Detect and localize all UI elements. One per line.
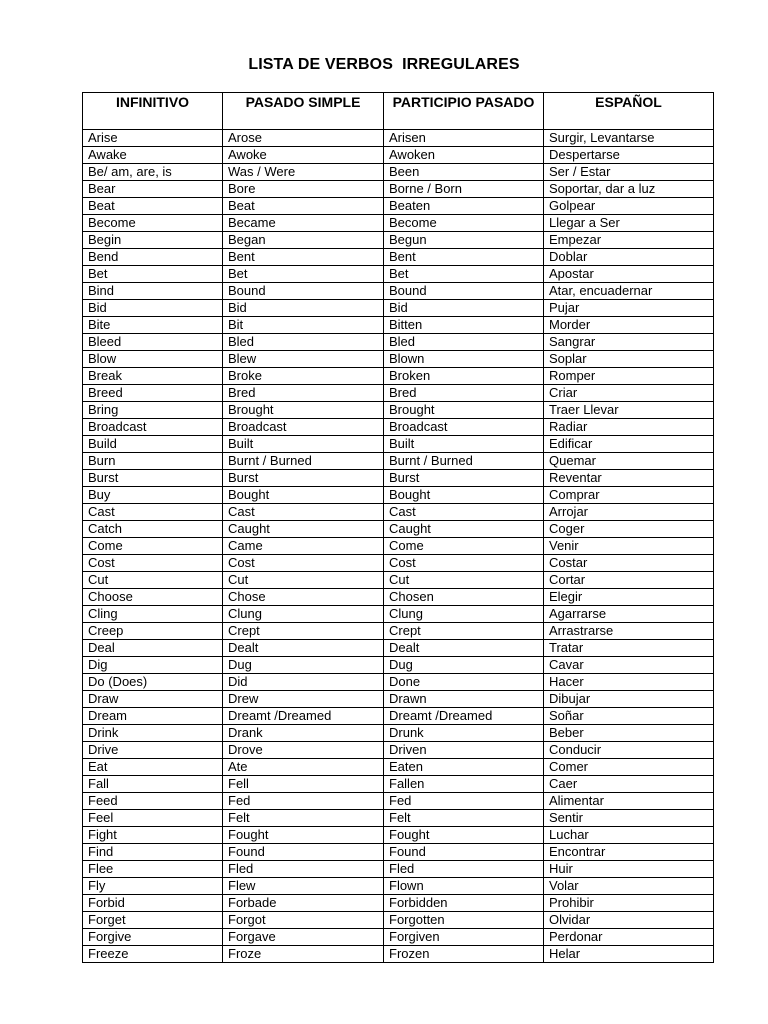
espanol-cell: Volar bbox=[544, 878, 714, 895]
espanol-cell: Quemar bbox=[544, 453, 714, 470]
table-row bbox=[83, 487, 714, 504]
table-row bbox=[83, 351, 714, 368]
pasado-simple-cell: Fell bbox=[223, 776, 384, 793]
table-row bbox=[83, 538, 714, 555]
infinitivo-cell: Bend bbox=[83, 249, 223, 266]
infinitivo-cell: Forbid bbox=[83, 895, 223, 912]
participio-pasado-cell: Bled bbox=[384, 334, 544, 351]
participio-pasado-cell: Bet bbox=[384, 266, 544, 283]
table-row bbox=[83, 198, 714, 215]
espanol-cell: Costar bbox=[544, 555, 714, 572]
pasado-simple-cell: Flew bbox=[223, 878, 384, 895]
pasado-simple-cell: Bent bbox=[223, 249, 384, 266]
espanol-cell: Agarrarse bbox=[544, 606, 714, 623]
infinitivo-cell: Drive bbox=[83, 742, 223, 759]
participio-pasado-cell: Caught bbox=[384, 521, 544, 538]
table-row bbox=[83, 385, 714, 402]
infinitivo-cell: Forgive bbox=[83, 929, 223, 946]
infinitivo-cell: Blow bbox=[83, 351, 223, 368]
table-row bbox=[83, 657, 714, 674]
table-row bbox=[83, 300, 714, 317]
header-participio-pasado: PARTICIPIO PASADO bbox=[384, 93, 544, 130]
participio-pasado-cell: Bought bbox=[384, 487, 544, 504]
infinitivo-cell: Do (Does) bbox=[83, 674, 223, 691]
table-row bbox=[83, 742, 714, 759]
pasado-simple-cell: Forbade bbox=[223, 895, 384, 912]
table-row bbox=[83, 147, 714, 164]
infinitivo-cell: Bring bbox=[83, 402, 223, 419]
pasado-simple-cell: Felt bbox=[223, 810, 384, 827]
table-row bbox=[83, 708, 714, 725]
infinitivo-cell: Feel bbox=[83, 810, 223, 827]
participio-pasado-cell: Built bbox=[384, 436, 544, 453]
table-row bbox=[83, 827, 714, 844]
espanol-cell: Reventar bbox=[544, 470, 714, 487]
document-title: LISTA DE VERBOS IRREGULARES bbox=[248, 56, 520, 73]
table-body bbox=[83, 130, 714, 963]
pasado-simple-cell: Began bbox=[223, 232, 384, 249]
pasado-simple-cell: Froze bbox=[223, 946, 384, 963]
pasado-simple-cell: Dealt bbox=[223, 640, 384, 657]
espanol-cell: Llegar a Ser bbox=[544, 215, 714, 232]
espanol-cell: Atar, encuadernar bbox=[544, 283, 714, 300]
infinitivo-cell: Cast bbox=[83, 504, 223, 521]
infinitivo-cell: Build bbox=[83, 436, 223, 453]
infinitivo-cell: Creep bbox=[83, 623, 223, 640]
espanol-cell: Ser / Estar bbox=[544, 164, 714, 181]
table-row bbox=[83, 878, 714, 895]
espanol-cell: Luchar bbox=[544, 827, 714, 844]
infinitivo-cell: Bind bbox=[83, 283, 223, 300]
table-row bbox=[83, 759, 714, 776]
table-row bbox=[83, 181, 714, 198]
pasado-simple-cell: Became bbox=[223, 215, 384, 232]
table-row bbox=[83, 504, 714, 521]
espanol-cell: Comer bbox=[544, 759, 714, 776]
pasado-simple-cell: Ate bbox=[223, 759, 384, 776]
participio-pasado-cell: Driven bbox=[384, 742, 544, 759]
infinitivo-cell: Drink bbox=[83, 725, 223, 742]
table-row bbox=[83, 521, 714, 538]
header-espanol: ESPAÑOL bbox=[544, 93, 714, 130]
espanol-cell: Coger bbox=[544, 521, 714, 538]
table-row bbox=[83, 572, 714, 589]
participio-pasado-cell: Borne / Born bbox=[384, 181, 544, 198]
table-row bbox=[83, 725, 714, 742]
espanol-cell: Alimentar bbox=[544, 793, 714, 810]
infinitivo-cell: Fight bbox=[83, 827, 223, 844]
participio-pasado-cell: Clung bbox=[384, 606, 544, 623]
pasado-simple-cell: Bred bbox=[223, 385, 384, 402]
table-row bbox=[83, 691, 714, 708]
participio-pasado-cell: Bound bbox=[384, 283, 544, 300]
participio-pasado-cell: Frozen bbox=[384, 946, 544, 963]
pasado-simple-cell: Bet bbox=[223, 266, 384, 283]
participio-pasado-cell: Drunk bbox=[384, 725, 544, 742]
espanol-cell: Caer bbox=[544, 776, 714, 793]
pasado-simple-cell: Chose bbox=[223, 589, 384, 606]
espanol-cell: Tratar bbox=[544, 640, 714, 657]
espanol-cell: Encontrar bbox=[544, 844, 714, 861]
infinitivo-cell: Deal bbox=[83, 640, 223, 657]
infinitivo-cell: Beat bbox=[83, 198, 223, 215]
infinitivo-cell: Broadcast bbox=[83, 419, 223, 436]
participio-pasado-cell: Bred bbox=[384, 385, 544, 402]
pasado-simple-cell: Drew bbox=[223, 691, 384, 708]
table-row bbox=[83, 606, 714, 623]
participio-pasado-cell: Dealt bbox=[384, 640, 544, 657]
table-row bbox=[83, 640, 714, 657]
espanol-cell: Olvidar bbox=[544, 912, 714, 929]
header-infinitivo: INFINITIVO bbox=[83, 93, 223, 130]
participio-pasado-cell: Cut bbox=[384, 572, 544, 589]
espanol-cell: Golpear bbox=[544, 198, 714, 215]
infinitivo-cell: Choose bbox=[83, 589, 223, 606]
pasado-simple-cell: Bore bbox=[223, 181, 384, 198]
participio-pasado-cell: Fled bbox=[384, 861, 544, 878]
participio-pasado-cell: Burnt / Burned bbox=[384, 453, 544, 470]
header-pasado-simple: PASADO SIMPLE bbox=[223, 93, 384, 130]
infinitivo-cell: Catch bbox=[83, 521, 223, 538]
pasado-simple-cell: Bit bbox=[223, 317, 384, 334]
espanol-cell: Despertarse bbox=[544, 147, 714, 164]
participio-pasado-cell: Forgotten bbox=[384, 912, 544, 929]
participio-pasado-cell: Cost bbox=[384, 555, 544, 572]
participio-pasado-cell: Broadcast bbox=[384, 419, 544, 436]
espanol-cell: Empezar bbox=[544, 232, 714, 249]
espanol-cell: Arrojar bbox=[544, 504, 714, 521]
table-row bbox=[83, 470, 714, 487]
participio-pasado-cell: Chosen bbox=[384, 589, 544, 606]
pasado-simple-cell: Fought bbox=[223, 827, 384, 844]
espanol-cell: Comprar bbox=[544, 487, 714, 504]
pasado-simple-cell: Bled bbox=[223, 334, 384, 351]
espanol-cell: Soplar bbox=[544, 351, 714, 368]
pasado-simple-cell: Burst bbox=[223, 470, 384, 487]
table-row bbox=[83, 266, 714, 283]
pasado-simple-cell: Fled bbox=[223, 861, 384, 878]
infinitivo-cell: Forget bbox=[83, 912, 223, 929]
pasado-simple-cell: Drove bbox=[223, 742, 384, 759]
pasado-simple-cell: Bid bbox=[223, 300, 384, 317]
table-header-row bbox=[83, 93, 714, 130]
infinitivo-cell: Break bbox=[83, 368, 223, 385]
infinitivo-cell: Bear bbox=[83, 181, 223, 198]
participio-pasado-cell: Come bbox=[384, 538, 544, 555]
infinitivo-cell: Cut bbox=[83, 572, 223, 589]
participio-pasado-cell: Found bbox=[384, 844, 544, 861]
participio-pasado-cell: Become bbox=[384, 215, 544, 232]
participio-pasado-cell: Burst bbox=[384, 470, 544, 487]
infinitivo-cell: Find bbox=[83, 844, 223, 861]
infinitivo-cell: Cost bbox=[83, 555, 223, 572]
espanol-cell: Surgir, Levantarse bbox=[544, 130, 714, 147]
infinitivo-cell: Burn bbox=[83, 453, 223, 470]
pasado-simple-cell: Arose bbox=[223, 130, 384, 147]
infinitivo-cell: Be/ am, are, is bbox=[83, 164, 223, 181]
pasado-simple-cell: Brought bbox=[223, 402, 384, 419]
table-row bbox=[83, 164, 714, 181]
infinitivo-cell: Draw bbox=[83, 691, 223, 708]
infinitivo-cell: Bet bbox=[83, 266, 223, 283]
pasado-simple-cell: Forgave bbox=[223, 929, 384, 946]
espanol-cell: Dibujar bbox=[544, 691, 714, 708]
infinitivo-cell: Breed bbox=[83, 385, 223, 402]
pasado-simple-cell: Was / Were bbox=[223, 164, 384, 181]
infinitivo-cell: Burst bbox=[83, 470, 223, 487]
table-row bbox=[83, 453, 714, 470]
table-row bbox=[83, 912, 714, 929]
table-row bbox=[83, 283, 714, 300]
pasado-simple-cell: Dreamt /Dreamed bbox=[223, 708, 384, 725]
table-row bbox=[83, 232, 714, 249]
table-row bbox=[83, 555, 714, 572]
participio-pasado-cell: Flown bbox=[384, 878, 544, 895]
participio-pasado-cell: Cast bbox=[384, 504, 544, 521]
infinitivo-cell: Freeze bbox=[83, 946, 223, 963]
infinitivo-cell: Fall bbox=[83, 776, 223, 793]
pasado-simple-cell: Clung bbox=[223, 606, 384, 623]
infinitivo-cell: Eat bbox=[83, 759, 223, 776]
participio-pasado-cell: Fought bbox=[384, 827, 544, 844]
espanol-cell: Edificar bbox=[544, 436, 714, 453]
table-row bbox=[83, 368, 714, 385]
pasado-simple-cell: Came bbox=[223, 538, 384, 555]
table-row bbox=[83, 317, 714, 334]
espanol-cell: Cavar bbox=[544, 657, 714, 674]
pasado-simple-cell: Broke bbox=[223, 368, 384, 385]
table-row bbox=[83, 776, 714, 793]
espanol-cell: Morder bbox=[544, 317, 714, 334]
pasado-simple-cell: Beat bbox=[223, 198, 384, 215]
table-row bbox=[83, 419, 714, 436]
infinitivo-cell: Fly bbox=[83, 878, 223, 895]
table-row bbox=[83, 895, 714, 912]
pasado-simple-cell: Found bbox=[223, 844, 384, 861]
espanol-cell: Traer Llevar bbox=[544, 402, 714, 419]
pasado-simple-cell: Cut bbox=[223, 572, 384, 589]
pasado-simple-cell: Awoke bbox=[223, 147, 384, 164]
table-row bbox=[83, 623, 714, 640]
espanol-cell: Sentir bbox=[544, 810, 714, 827]
participio-pasado-cell: Crept bbox=[384, 623, 544, 640]
infinitivo-cell: Bite bbox=[83, 317, 223, 334]
participio-pasado-cell: Bid bbox=[384, 300, 544, 317]
pasado-simple-cell: Crept bbox=[223, 623, 384, 640]
espanol-cell: Sangrar bbox=[544, 334, 714, 351]
infinitivo-cell: Dream bbox=[83, 708, 223, 725]
espanol-cell: Helar bbox=[544, 946, 714, 963]
pasado-simple-cell: Dug bbox=[223, 657, 384, 674]
pasado-simple-cell: Bought bbox=[223, 487, 384, 504]
pasado-simple-cell: Built bbox=[223, 436, 384, 453]
table-row bbox=[83, 929, 714, 946]
participio-pasado-cell: Beaten bbox=[384, 198, 544, 215]
infinitivo-cell: Come bbox=[83, 538, 223, 555]
participio-pasado-cell: Broken bbox=[384, 368, 544, 385]
espanol-cell: Venir bbox=[544, 538, 714, 555]
table-row bbox=[83, 215, 714, 232]
participio-pasado-cell: Dug bbox=[384, 657, 544, 674]
pasado-simple-cell: Bound bbox=[223, 283, 384, 300]
pasado-simple-cell: Drank bbox=[223, 725, 384, 742]
espanol-cell: Elegir bbox=[544, 589, 714, 606]
pasado-simple-cell: Blew bbox=[223, 351, 384, 368]
table-row bbox=[83, 130, 714, 147]
infinitivo-cell: Bleed bbox=[83, 334, 223, 351]
table-row bbox=[83, 861, 714, 878]
infinitivo-cell: Become bbox=[83, 215, 223, 232]
participio-pasado-cell: Begun bbox=[384, 232, 544, 249]
espanol-cell: Doblar bbox=[544, 249, 714, 266]
infinitivo-cell: Buy bbox=[83, 487, 223, 504]
participio-pasado-cell: Forbidden bbox=[384, 895, 544, 912]
espanol-cell: Criar bbox=[544, 385, 714, 402]
participio-pasado-cell: Forgiven bbox=[384, 929, 544, 946]
espanol-cell: Apostar bbox=[544, 266, 714, 283]
participio-pasado-cell: Fallen bbox=[384, 776, 544, 793]
infinitivo-cell: Cling bbox=[83, 606, 223, 623]
espanol-cell: Prohibir bbox=[544, 895, 714, 912]
infinitivo-cell: Arise bbox=[83, 130, 223, 147]
infinitivo-cell: Dig bbox=[83, 657, 223, 674]
espanol-cell: Conducir bbox=[544, 742, 714, 759]
espanol-cell: Soportar, dar a luz bbox=[544, 181, 714, 198]
participio-pasado-cell: Been bbox=[384, 164, 544, 181]
participio-pasado-cell: Brought bbox=[384, 402, 544, 419]
participio-pasado-cell: Bitten bbox=[384, 317, 544, 334]
irregular-verbs-table bbox=[82, 92, 714, 963]
infinitivo-cell: Awake bbox=[83, 147, 223, 164]
table-row bbox=[83, 810, 714, 827]
participio-pasado-cell: Fed bbox=[384, 793, 544, 810]
pasado-simple-cell: Cast bbox=[223, 504, 384, 521]
espanol-cell: Beber bbox=[544, 725, 714, 742]
espanol-cell: Soñar bbox=[544, 708, 714, 725]
participio-pasado-cell: Blown bbox=[384, 351, 544, 368]
pasado-simple-cell: Did bbox=[223, 674, 384, 691]
participio-pasado-cell: Eaten bbox=[384, 759, 544, 776]
participio-pasado-cell: Awoken bbox=[384, 147, 544, 164]
pasado-simple-cell: Burnt / Burned bbox=[223, 453, 384, 470]
pasado-simple-cell: Cost bbox=[223, 555, 384, 572]
table-row bbox=[83, 844, 714, 861]
espanol-cell: Romper bbox=[544, 368, 714, 385]
pasado-simple-cell: Broadcast bbox=[223, 419, 384, 436]
espanol-cell: Pujar bbox=[544, 300, 714, 317]
espanol-cell: Hacer bbox=[544, 674, 714, 691]
infinitivo-cell: Bid bbox=[83, 300, 223, 317]
espanol-cell: Arrastrarse bbox=[544, 623, 714, 640]
espanol-cell: Perdonar bbox=[544, 929, 714, 946]
table-row bbox=[83, 402, 714, 419]
pasado-simple-cell: Caught bbox=[223, 521, 384, 538]
table-row bbox=[83, 674, 714, 691]
participio-pasado-cell: Felt bbox=[384, 810, 544, 827]
participio-pasado-cell: Dreamt /Dreamed bbox=[384, 708, 544, 725]
table-row bbox=[83, 436, 714, 453]
pasado-simple-cell: Fed bbox=[223, 793, 384, 810]
infinitivo-cell: Feed bbox=[83, 793, 223, 810]
table-row bbox=[83, 589, 714, 606]
table-row bbox=[83, 334, 714, 351]
table-row bbox=[83, 946, 714, 963]
espanol-cell: Huir bbox=[544, 861, 714, 878]
participio-pasado-cell: Bent bbox=[384, 249, 544, 266]
espanol-cell: Radiar bbox=[544, 419, 714, 436]
participio-pasado-cell: Arisen bbox=[384, 130, 544, 147]
infinitivo-cell: Flee bbox=[83, 861, 223, 878]
pasado-simple-cell: Forgot bbox=[223, 912, 384, 929]
participio-pasado-cell: Done bbox=[384, 674, 544, 691]
table-row bbox=[83, 793, 714, 810]
table-row bbox=[83, 249, 714, 266]
participio-pasado-cell: Drawn bbox=[384, 691, 544, 708]
espanol-cell: Cortar bbox=[544, 572, 714, 589]
infinitivo-cell: Begin bbox=[83, 232, 223, 249]
